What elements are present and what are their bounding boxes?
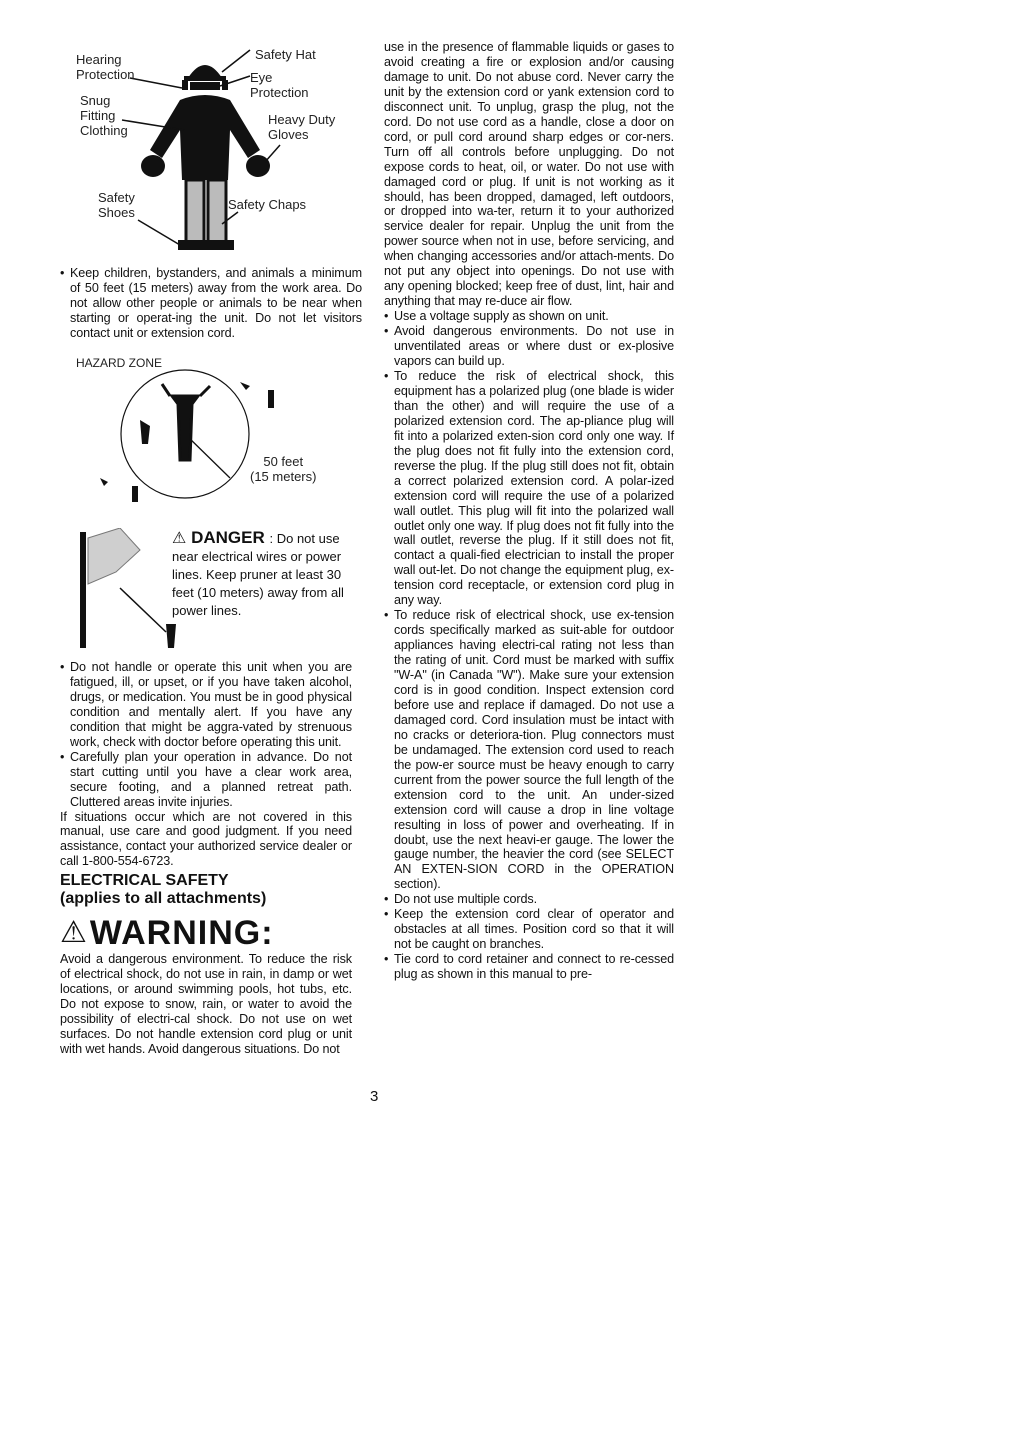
para-warning-dangerous-environment: Avoid a dangerous environment. To reduce the risk of electrical shock, do not use in rain, in damp or wet locations, or around swimming pools, hot tubs, etc. Do not expose to snow, rain, or water to avoid the possibility of electri-cal shock. Do not use on wet surfaces. Do not handle extension cord plug or unit with wet hands. Avoid dangerous situations. Do not — [60, 952, 352, 1057]
warning-triangle-icon: ⚠ — [60, 916, 88, 950]
pruner-pole-line — [120, 588, 166, 632]
danger-text-block — [172, 528, 362, 620]
label-safety-chaps: Safety Chaps — [228, 197, 307, 212]
para-situations: If situations occur which are not covered in this manual, use care and good judgment. If you need assistance, contact your authorized service dealer or call 1-800-554-6723. — [60, 809, 352, 869]
hazard-zone-label: HAZARD ZONE — [76, 356, 163, 370]
label-safety-shoes: Safety Shoes — [98, 190, 135, 220]
heading-electrical-safety: ELECTRICAL SAFETY — [60, 872, 229, 890]
animal-icon-left — [100, 478, 108, 486]
label-safety-hat: Safety Hat — [255, 47, 316, 62]
shoe-left-shape — [178, 240, 206, 250]
bullet-do-not-operate-fatigued: • Do not handle or operate this unit when you are fatigued, ill, or upset, or if you have taken alcohol, drugs, or medication. You must be in good physical condition and mentally alert. If you have any condition that might be aggra-vated by strenuous work, check with doctor before operating this unit. — [60, 660, 352, 750]
eye-protection-shape — [190, 82, 220, 90]
danger-text: : Do not use near electrical wires or power lines. Keep pruner at least 30 feet (10 meters) away from all power lines. — [172, 531, 344, 618]
tree-icon — [162, 384, 210, 460]
left-text-block-2 — [60, 660, 352, 1057]
shoe-right-shape — [206, 240, 234, 250]
label-eye-protection: Eye Protection — [250, 70, 309, 100]
bullet-extension-cords: • To reduce risk of electrical shock, use ex-tension cords specifically marked as suit-able for outdoor appliances having electri-cal rating not less than the rating of unit. Cord must be marked with suffix "W-A" (in Canada "W"). Make sure your extension cord is in good condition. Inspect extension cord before use and replace if damaged. Do not use a damaged cord. Cord insulation must be intact with no cracks or deteriora-tion. Plug connectors must be undamaged. The extension cord used to reach the pow-er source must be heavy enough to carry current from the power source the full length of the extension cord to the unit. An under-sized extension cord will cause a drop in line voltage resulting in loss of power and overheating. If in doubt, use the next heavi-er gauge. The lower the gauge number, the heavier the cord (see SELECT AN EXTEN-SION CORD in the OPERATION section). — [384, 608, 674, 892]
heading-applies-to-attachments: (applies to all attachments) — [60, 890, 267, 908]
glove-left-shape — [141, 155, 165, 177]
leg-left-chaps — [186, 180, 204, 242]
animal-icon-right — [240, 382, 250, 390]
leader-hat — [222, 50, 250, 72]
torso-shape — [150, 95, 260, 180]
label-snug-fitting-clothing: Snug Fitting Clothing — [80, 93, 128, 138]
bullet-cord-retainer: • Tie cord to cord retainer and connect to re-cessed plug as shown in this manual to pre- — [384, 952, 674, 982]
leader-hearing — [130, 78, 182, 88]
hat-brim — [184, 76, 226, 81]
right-column — [384, 40, 674, 982]
bullet-keep-cord-clear: • Keep the extension cord clear of operator and obstacles at all times. Position cord so that it will not be caught on branches. — [384, 907, 674, 952]
warning-title: WARNING: — [89, 914, 274, 953]
glove-right-shape — [246, 155, 270, 177]
warning-heading — [60, 914, 352, 952]
bullet-avoid-dangerous-environments: • Avoid dangerous environments. Do not use in unventilated areas or where dust or ex-plosive vapors can build up. — [384, 324, 674, 369]
warning-triangle-icon: ⚠ — [172, 530, 187, 547]
bystander-icon-left — [132, 486, 138, 502]
label-heavy-duty-gloves: Heavy Duty Gloves — [268, 112, 336, 142]
bullet-voltage-supply: • Use a voltage supply as shown on unit. — [384, 309, 674, 324]
utility-pole — [80, 532, 86, 648]
page-number: 3 — [370, 1088, 379, 1105]
leg-right-chaps — [208, 180, 226, 242]
leader-shoes — [138, 220, 180, 245]
bullet-plan-operation: • Carefully plan your operation in advance. Do not start cutting until you have a clear work area, secure footing, and a planned retreat path. Cluttered areas invite injuries. — [60, 750, 352, 810]
label-hearing-protection: Hearing Protection — [76, 52, 135, 82]
operator-icon — [140, 420, 150, 444]
operator-figure — [166, 624, 176, 648]
bullet-polarized-plug: • To reduce the risk of electrical shock, this equipment has a polarized plug (one blade is wider than the other) and will require the use of a polarized extension cord. The ap-pliance plug will fit into a polarized exten-sion cord only one way. If the plug does not fit fully into the extension cord, reverse the plug. If the plug still does not fit, obtain a correct polarized extension cord. A polar-ized extension cord will require the use of a polarized wall outlet. This plug will fit into the polarized wall outlet only one way. If plug does not fit fully into the wall outlet, reverse the plug. If it still does not fit, contact a quali-fied electrician to install the proper wall out-let. Do not change the equipment plug, ex-tension cord receptacle, or extension cord plug in any way. — [384, 369, 674, 608]
ear-muff-left — [182, 80, 188, 90]
bystander-icon-right — [268, 390, 274, 408]
hazard-zone-figure — [60, 356, 358, 506]
bullet-multiple-cords: • Do not use multiple cords. — [384, 892, 674, 907]
para-flammable-continued: use in the presence of flammable liquids or gases to avoid creating a fire or explosion and/or causing damage to unit. Do not abuse cord. Never carry the unit by the extension cord or yank extension cord to disconnect unit. To unplug, grasp the plug, not the cord. Do not use cord as a handle, close a door on cord, or pull cord around sharp edges or cor-ners. Turn off all controls before unplugging. Do not expose cords to heat, oil, or water. Do not use with damaged cord or plug. If unit is not working as it should, has been dropped, damaged, left outdoors, or dropped into wa-ter, return it to your authorized service dealer for repair. Unplug the unit from the power source when not in use, before servicing, and when changing accessories and/or attach-ments. Do not put any object into openings. Do not use with any opening blocked; keep free of dust, lint, hair and anything that may re-duce air flow. — [384, 40, 674, 309]
danger-power-lines-block — [80, 528, 358, 652]
leader-gloves — [265, 145, 280, 162]
hazard-distance-label: 50 feet (15 meters) — [250, 454, 317, 484]
danger-title-row — [172, 528, 269, 547]
danger-title: DANGER — [191, 528, 265, 547]
bullet-keep-children-away: • Keep children, bystanders, and animals a minimum of 50 feet (15 meters) away from the work area. Do not allow other people or animals to be near when starting or operat-ing the unit. Do not let visitors contact unit or extension cord. — [60, 266, 362, 341]
hatched-wires — [88, 528, 140, 584]
ppe-figure — [60, 40, 358, 260]
